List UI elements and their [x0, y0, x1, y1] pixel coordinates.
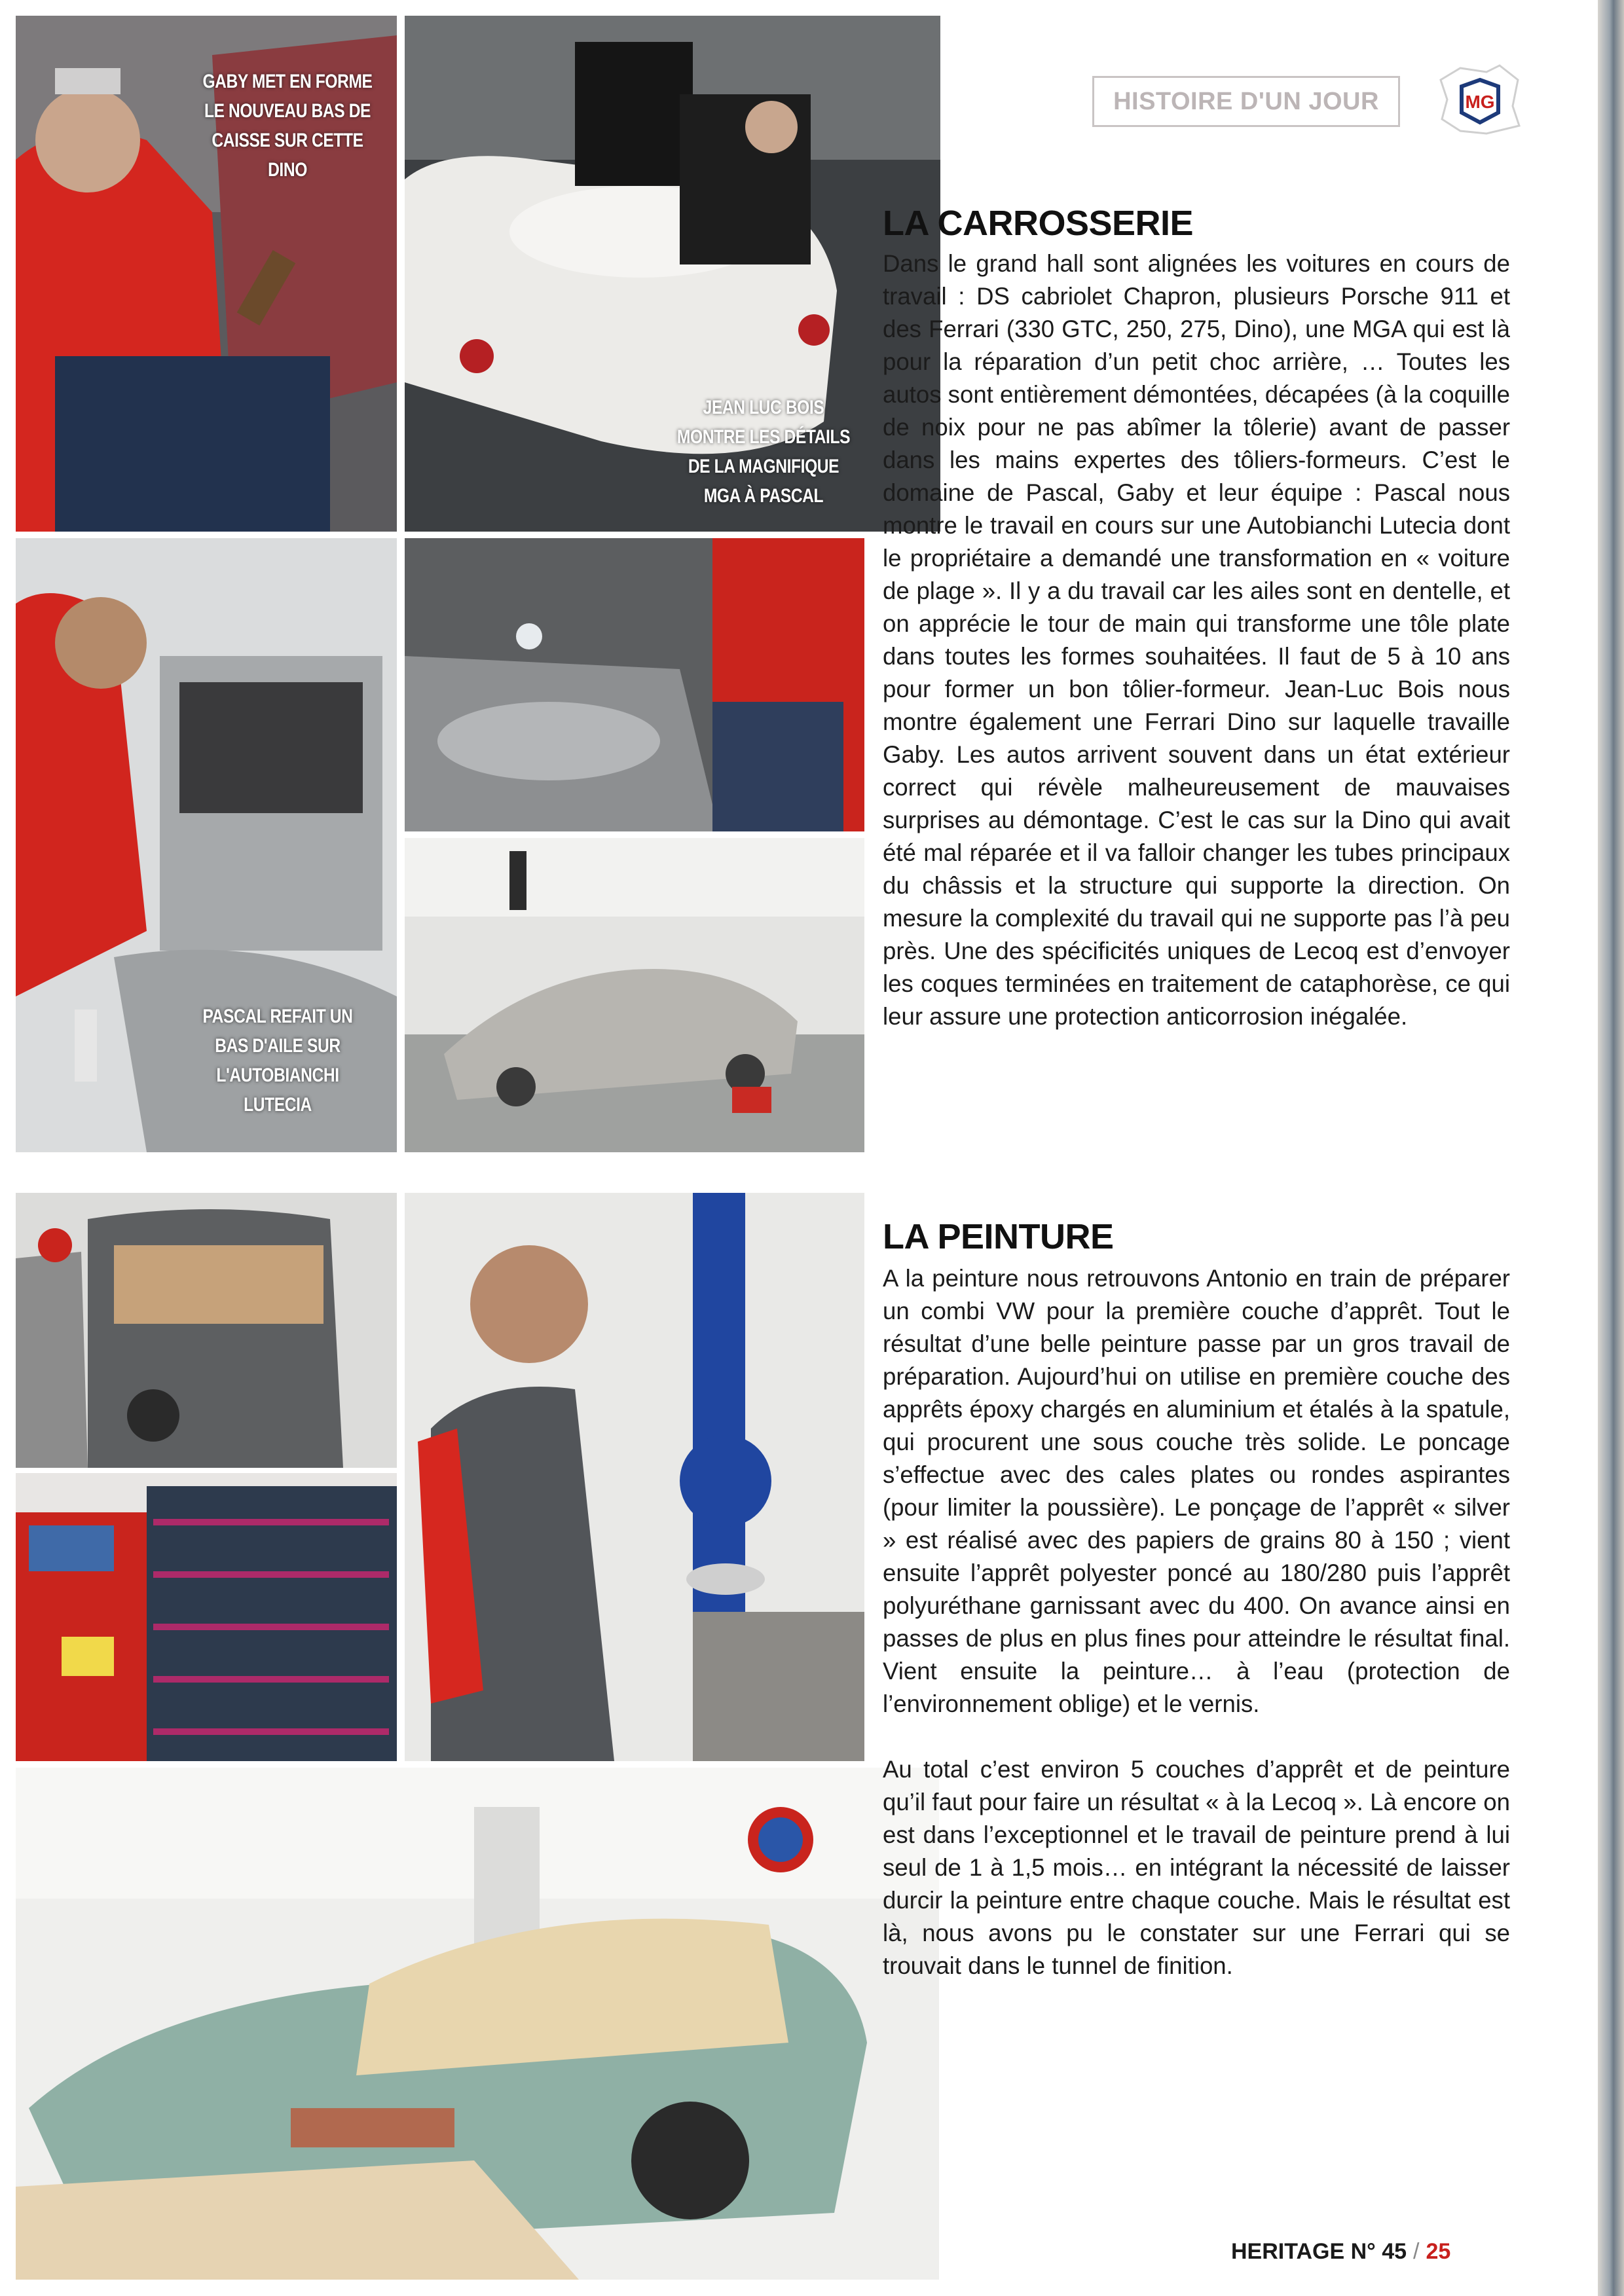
photo-antonio: [405, 1193, 864, 1761]
photo-vw-combi: [16, 1193, 397, 1468]
photo-paint-shelves: [16, 1473, 397, 1761]
caption-pascal: PASCAL REFAIT UN BAS D'AILE SUR L'AUTOBIANCHI LUTECIA: [202, 1006, 353, 1116]
photo-paint-shelves-image: [16, 1473, 397, 1761]
mg-logo: [1434, 60, 1526, 139]
photo-ferrari-masked: [16, 1768, 939, 2280]
photo-ferrari-image: [16, 1768, 939, 2280]
photo-pascal-autobianchi: [16, 538, 397, 1152]
caption-jeanluc: JEAN LUC BOIS MONTRE LES DÉTAILS DE LA MAGNIFIQUE MGA À PASCAL: [676, 397, 851, 507]
section-badge: HISTOIRE D'UN JOUR: [1092, 76, 1400, 127]
photo-sheet-metal-image: [405, 538, 864, 831]
caption-gaby: GABY MET EN FORME LE NOUVEAU BAS DE CAISSE SUR CETTE DINO: [202, 71, 373, 181]
carrosserie-paragraph: Dans le grand hall sont alignées les voitures en cours de travail : DS cabriolet Chapron, plusieurs Porsche 911 et des Ferrari (330 GTC, 250, 275, Dino), une MGA qui est là pour la réparation d’un petit choc arrière, … Toutes les autos sont entièrement démontées, décapées (à la coquille de noix pour ne pas abîmer la tôlerie) avant de passer dans les mains expertes des tôliers-formeurs. C’est le domaine de Pascal, Gaby et leur équipe : Pascal nous montre le travail en cours sur une Autobianchi Lutecia dont le propriétaire a demandé une transformation en « voiture de plage ». Il y a du travail car les ailes sont en dentelle, et on apprécie le tour de main qui transforme une tôle plate dans toutes les formes souhaitées. Il faut de 5 à 10 ans pour former un bon tôlier-formeur. Jean-Luc Bois nous montre également une Ferrari Dino sur laquelle travaille Gaby. Les autos arrivent souvent dans un état extérieur correct qui révèle malheureusement de mauvaises surprises au démontage. C’est le cas sur la Dino qui avait été mal réparée et il va falloir changer les tubes principaux du châssis et la structure qui supporte la direction. On mesure la complexité du travail qui ne supporte pas l’à peu près. Une des spécificités uniques de Lecoq est d’envoyer les coques terminées en traitement de cataphorèse, ce qui leur assure une protection anticorrosion inégalée.: [883, 250, 1510, 1030]
photo-dino-chassis: [405, 838, 864, 1152]
photo-mga: [405, 16, 940, 532]
mg-logo-text: MG: [1465, 92, 1495, 112]
section-title-peinture: LA PEINTURE: [883, 1217, 1114, 1256]
magazine-issue: HERITAGE N° 45: [1231, 2239, 1407, 2264]
page-number: 25: [1426, 2239, 1451, 2264]
photo-dino-image: [405, 838, 864, 1152]
photo-antonio-image: [405, 1193, 864, 1761]
photo-sheet-metal: [405, 538, 864, 831]
binding-spine: [1598, 0, 1624, 2296]
section-title-carrosserie: LA CARROSSERIE: [883, 204, 1194, 243]
photo-gaby-dino: [16, 16, 397, 532]
peinture-paragraph-1: A la peinture nous retrouvons Antonio en train de préparer un combi VW pour la première couche d’apprêt. Tout le résultat d’une belle peinture passe par un gros travail de préparation. Aujourd’hui on utilise en première couche des apprêts époxy chargés en aluminium et étalés à la spatule, qui procurent une sous couche très solide. Le poncage s’effectue avec des cales plates ou rondes aspirantes (pour limiter la poussière). Le ponçage de l’apprêt « silver » est réalisé avec des papiers de grains 80 à 150 ; vient ensuite l’apprêt polyester poncé au 180/280 puis l’apprêt polyuréthane garnissant avec du 400. On avance ainsi en passes de plus en plus fines pour atteindre le résultat final. Vient ensuite la peinture… à l’eau (protection de l’environnement oblige) et le vernis.: [883, 1265, 1510, 1717]
page-footer: [1231, 2239, 1450, 2265]
carrosserie-text: [883, 247, 1510, 1033]
photo-vw-image: [16, 1193, 397, 1468]
peinture-text: [883, 1262, 1510, 1982]
peinture-paragraph-2: Au total c’est environ 5 couches d’apprêt et de peinture qu’il faut pour faire un résultat « à la Lecoq ». Là encore on est dans l’exceptionnel et le travail de peinture prend à lui seul de 1 à 1,5 mois… en intégrant la nécessité de laisser durcir la peinture entre chaque couche. Mais le résultat est là, nous avons pu le constater sur une Ferrari qui se trouvait dans le tunnel de finition.: [883, 1756, 1510, 1979]
footer-separator: /: [1413, 2239, 1420, 2264]
